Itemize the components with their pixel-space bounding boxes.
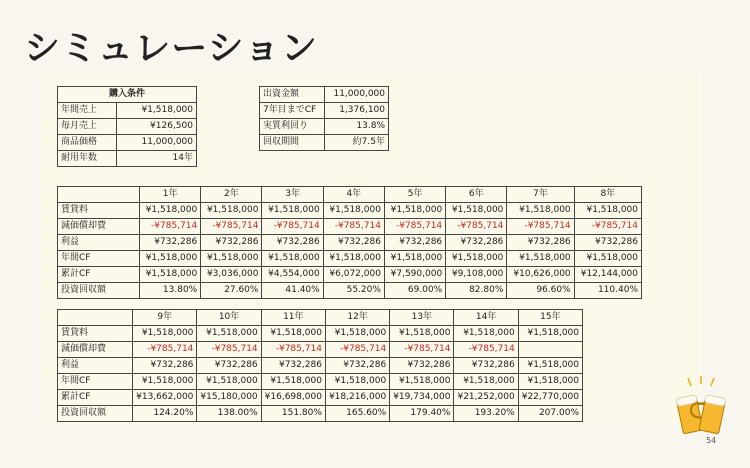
column-header-year: 2年: [201, 187, 262, 203]
table-cell: -¥785,714: [133, 342, 197, 358]
table-cell: ¥1,518,000: [133, 326, 197, 342]
table-row: [58, 358, 583, 374]
table-cell: 96.60%: [507, 283, 574, 299]
table-cell: ¥732,286: [262, 235, 323, 251]
table-cell: 110.40%: [574, 283, 641, 299]
row-label: 累計CF: [58, 267, 140, 283]
column-header-year: 14年: [454, 310, 518, 326]
table-cell: ¥15,180,000: [197, 390, 261, 406]
table-cell: ¥1,518,000: [518, 358, 582, 374]
table-cell: 82.80%: [446, 283, 507, 299]
table-row: [58, 374, 583, 390]
table-cell: ¥21,252,000: [454, 390, 518, 406]
table-cell: 41.40%: [262, 283, 323, 299]
row-label: 累計CF: [58, 390, 133, 406]
column-header-year: 8年: [574, 187, 641, 203]
table-cell: 151.80%: [261, 406, 325, 422]
table-cell: ¥1,518,000: [454, 374, 518, 390]
table-cell: ¥10,626,000: [507, 267, 574, 283]
header-corner: [58, 187, 140, 203]
table-cell: ¥1,518,000: [197, 374, 261, 390]
table-cell: ¥732,286: [325, 358, 389, 374]
page-title: シミュレーション: [24, 28, 318, 69]
cell-value: 13.8%: [325, 119, 389, 135]
table-cell: ¥1,518,000: [325, 374, 389, 390]
header-row: [58, 187, 642, 203]
row-label: 賃貸料: [58, 326, 133, 342]
table-cell: ¥1,518,000: [261, 374, 325, 390]
table-cell: ¥1,518,000: [518, 326, 582, 342]
table-row: [58, 219, 642, 235]
table-row: [58, 151, 197, 167]
table-cell: 138.00%: [197, 406, 261, 422]
table-cell: -¥785,714: [384, 219, 445, 235]
table-row: [260, 119, 389, 135]
table-cell: 124.20%: [133, 406, 197, 422]
table-row: [58, 406, 583, 422]
simulation-table-years-1-8: [57, 186, 642, 299]
table-cell: ¥1,518,000: [574, 203, 641, 219]
table-cell: -¥785,714: [507, 219, 574, 235]
table-cell: ¥19,734,000: [390, 390, 454, 406]
table-cell: ¥732,286: [140, 235, 201, 251]
simulation-table-years-9-15: [57, 309, 583, 422]
table-cell: ¥1,518,000: [384, 203, 445, 219]
table-cell: ¥732,286: [574, 235, 641, 251]
table-row: [58, 235, 642, 251]
row-label: 減価償却費: [58, 219, 140, 235]
row-label: 年間CF: [58, 374, 133, 390]
cell-label: 出資金額: [260, 87, 325, 103]
table-cell: 55.20%: [323, 283, 384, 299]
table-row: [260, 135, 389, 151]
table-cell: ¥22,770,000: [518, 390, 582, 406]
column-header-year: 6年: [446, 187, 507, 203]
table-cell: ¥1,518,000: [140, 251, 201, 267]
row-label: 投資回収額: [58, 406, 133, 422]
row-label: 利益: [58, 358, 133, 374]
table-cell: ¥732,286: [201, 235, 262, 251]
cell-label: 毎月売上: [58, 119, 117, 135]
table-cell: -¥785,714: [262, 219, 323, 235]
table-cell: ¥1,518,000: [261, 326, 325, 342]
column-header-year: 5年: [384, 187, 445, 203]
table-cell: 179.40%: [390, 406, 454, 422]
column-header-year: 3年: [262, 187, 323, 203]
table-cell: ¥4,554,000: [262, 267, 323, 283]
cell-value: 11,000,000: [116, 135, 196, 151]
table-cell: ¥1,518,000: [325, 326, 389, 342]
table-cell: -¥785,714: [140, 219, 201, 235]
table-row: [58, 342, 583, 358]
row-label: 年間CF: [58, 251, 140, 267]
table-cell: 69.00%: [384, 283, 445, 299]
table-cell: ¥18,216,000: [325, 390, 389, 406]
table-cell: ¥732,286: [197, 358, 261, 374]
table-cell: ¥7,590,000: [384, 267, 445, 283]
table-cell: -¥785,714: [446, 219, 507, 235]
column-header-year: 15年: [518, 310, 582, 326]
table-cell: ¥1,518,000: [201, 203, 262, 219]
cell-value: 1,376,100: [325, 103, 389, 119]
table-cell: ¥1,518,000: [201, 251, 262, 267]
row-label: 利益: [58, 235, 140, 251]
table-cell: ¥1,518,000: [518, 374, 582, 390]
table-cell: 207.00%: [518, 406, 582, 422]
beer-toast-icon: [676, 376, 726, 446]
purchase-conditions-table: [57, 86, 197, 167]
cell-value: ¥1,518,000: [116, 103, 196, 119]
page-number: 54: [706, 436, 717, 445]
table-cell: -¥785,714: [323, 219, 384, 235]
table-cell: ¥732,286: [133, 358, 197, 374]
table-row: [58, 103, 197, 119]
table-cell: ¥1,518,000: [262, 251, 323, 267]
cell-label: 年間売上: [58, 103, 117, 119]
table-cell: ¥1,518,000: [507, 251, 574, 267]
table-cell: ¥1,518,000: [140, 267, 201, 283]
table-cell: ¥1,518,000: [390, 374, 454, 390]
table-cell: -¥785,714: [197, 342, 261, 358]
cell-value: 11,000,000: [325, 87, 389, 103]
table-cell: ¥9,108,000: [446, 267, 507, 283]
cell-value: ¥126,500: [116, 119, 196, 135]
column-header-year: 10年: [197, 310, 261, 326]
table-cell: ¥1,518,000: [446, 203, 507, 219]
table-cell: ¥6,072,000: [323, 267, 384, 283]
table-cell: ¥732,286: [323, 235, 384, 251]
table-cell: -¥785,714: [390, 342, 454, 358]
table-cell: ¥1,518,000: [507, 203, 574, 219]
table-cell: ¥1,518,000: [390, 326, 454, 342]
table-cell: -¥785,714: [325, 342, 389, 358]
cell-value: 約7.5年: [325, 135, 389, 151]
row-label: 投資回収額: [58, 283, 140, 299]
cell-label: 実質利回り: [260, 119, 325, 135]
table-row: [260, 103, 389, 119]
table-row: [58, 390, 583, 406]
table-cell: 27.60%: [201, 283, 262, 299]
table-row: [58, 267, 642, 283]
cell-label: 回収期間: [260, 135, 325, 151]
table-cell: [518, 342, 582, 358]
table-cell: ¥12,144,000: [574, 267, 641, 283]
column-header-year: 13年: [390, 310, 454, 326]
table-cell: -¥785,714: [454, 342, 518, 358]
table-cell: ¥1,518,000: [262, 203, 323, 219]
table-cell: ¥732,286: [390, 358, 454, 374]
table-cell: -¥785,714: [574, 219, 641, 235]
table-cell: ¥1,518,000: [446, 251, 507, 267]
investment-summary-table: [259, 86, 389, 151]
table-cell: ¥1,518,000: [384, 251, 445, 267]
table-cell: ¥732,286: [454, 358, 518, 374]
header-corner: [58, 310, 133, 326]
table-row: [58, 119, 197, 135]
column-header-year: 1年: [140, 187, 201, 203]
table-cell: ¥1,518,000: [574, 251, 641, 267]
table-cell: ¥1,518,000: [323, 203, 384, 219]
table-cell: ¥732,286: [446, 235, 507, 251]
table-cell: 165.60%: [325, 406, 389, 422]
column-header-year: 12年: [325, 310, 389, 326]
table-cell: 13.80%: [140, 283, 201, 299]
table-row: [58, 326, 583, 342]
table-row: [260, 87, 389, 103]
column-header-year: 4年: [323, 187, 384, 203]
table-row: [58, 203, 642, 219]
cell-label: 耐用年数: [58, 151, 117, 167]
table-cell: ¥16,698,000: [261, 390, 325, 406]
table-cell: ¥1,518,000: [454, 326, 518, 342]
table-cell: ¥1,518,000: [140, 203, 201, 219]
cell-label: 7年目までCF: [260, 103, 325, 119]
table-cell: ¥1,518,000: [323, 251, 384, 267]
table-cell: ¥1,518,000: [197, 326, 261, 342]
row-label: 賃貸料: [58, 203, 140, 219]
table-cell: ¥3,036,000: [201, 267, 262, 283]
table-row: [58, 251, 642, 267]
row-label: 減価償却費: [58, 342, 133, 358]
table-cell: -¥785,714: [261, 342, 325, 358]
column-header-year: 11年: [261, 310, 325, 326]
header-row: [58, 310, 583, 326]
table-cell: 193.20%: [454, 406, 518, 422]
table-row: [58, 283, 642, 299]
cell-label: 商品価格: [58, 135, 117, 151]
table-cell: -¥785,714: [201, 219, 262, 235]
column-header-year: 9年: [133, 310, 197, 326]
cell-value: 14年: [116, 151, 196, 167]
table-cell: ¥732,286: [261, 358, 325, 374]
conditions-header: 購入条件: [58, 87, 197, 103]
table-cell: ¥13,662,000: [133, 390, 197, 406]
table-cell: ¥1,518,000: [133, 374, 197, 390]
table-cell: ¥732,286: [384, 235, 445, 251]
table-row: [58, 135, 197, 151]
table-cell: ¥732,286: [507, 235, 574, 251]
column-header-year: 7年: [507, 187, 574, 203]
